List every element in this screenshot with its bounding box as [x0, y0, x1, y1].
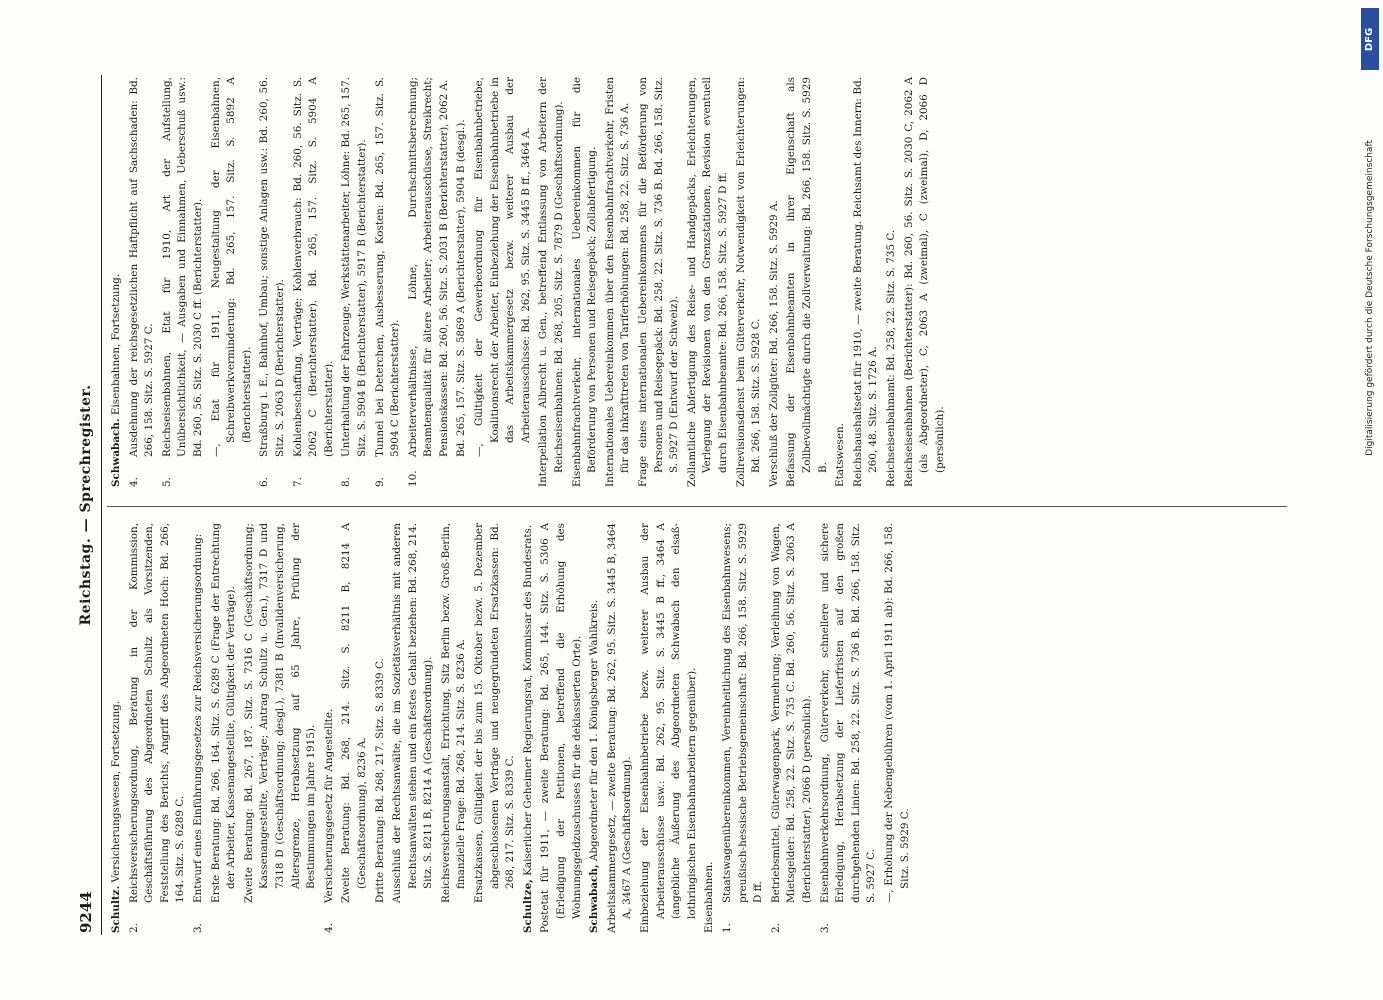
digitization-credit — [1363, 140, 1377, 960]
entry-text: Arbeiterverhältnisse, Löhne, Durchschnittsberechnung; Beamtenqualität für ältere Arbeiter; Arbeiterausschüsse, Streikrecht; Pensionskassen: Bd. 260, 56. Sitz. S. 2031 B (Berichterstatter), 2062 A. — [406, 77, 450, 457]
numbered-entry — [339, 77, 370, 487]
index-entry: Frage eines internationalen Uebereinkommens für die Beförderung von Personen und Reisegepäck: Bd. 258, 22. Sitz. S. 736 B. Bd. 266, 158. Sitz. S. 5927 D (Entwurf der Schweiz). — [637, 77, 681, 487]
index-entry: Eisenbahnfrachtverkehr, internationales Uebereinkommen für die Beförderung von Personen und Reisegepäck; Zollabfertigung. — [570, 77, 599, 487]
section-heading — [587, 523, 603, 933]
sub-entry: Erste Beratung: Bd. 266, 164. Sitz. S. 6289 C (Frage der Entrechtung der Arbeiter, Kassenangestellte, Gültigkeit der Verträge). — [209, 523, 238, 903]
numbered-entry — [127, 77, 158, 487]
dfg-logo: DFG — [1361, 8, 1379, 70]
entry-number: 4. — [127, 477, 140, 487]
index-entry: Verschluß der Zollgüter: Bd. 266, 158. Sitz. S. 5929 A. — [767, 200, 780, 487]
heading-text: Abgeordneter für den 1. Königsberger Wahlkreis. — [588, 600, 601, 865]
entry-number: 9. — [373, 477, 386, 487]
sub-entry: Reichsversicherungsanstalt, Errichtung, Sitz Berlin bezw. Groß-Berlin, finanzielle Frage: Bd. 268, 214. Sitz. S. 8236 A. — [439, 523, 468, 903]
speaker-name: Schultze, — [521, 879, 534, 933]
section-heading — [109, 77, 125, 487]
entry-text: Ausdehnung der reichsgesetzlichen Haftpflicht auf Sachschaden: Bd. 266, 158. Sitz. S. 5927 C. — [127, 77, 156, 457]
column-divider — [107, 506, 1287, 507]
numbered-entry — [818, 523, 880, 933]
entry-number: 1. — [720, 923, 733, 933]
page-number: 9244 — [77, 891, 95, 933]
numbered-entry — [291, 77, 338, 487]
right-column — [109, 77, 1299, 487]
index-entry: Internationales Uebereinkommen über den Eisenbahnfrachtverkehr, Fristen für das Inkrafttreten von Tariferhöhungen: Bd. 258, 22. Sitz. S. 736 A. — [603, 77, 632, 487]
numbered-entry — [406, 77, 453, 487]
section-heading — [521, 523, 537, 933]
rotated-text-block — [75, 75, 1305, 935]
index-entry: Einbeziehung der Eisenbahnbetriebe bezw. weiterer Ausbau der Arbeiterausschüsse usw.: Bd. 262, 95. Sitz. S. 3445 B ff., 3464 A (angebliche Äußerung des Abgeordneten Schwabach den elsaß-lothringischen Eisenbahnarbeitern gegenüber). — [639, 523, 698, 933]
entry-text: Unterhaltung der Fahrzeuge, Werkstättenarbeiter, Löhne: Bd. 265, 157. Sitz. S. 5904 B (Berichterstatter), 5917 B (Berichterstatter). — [340, 77, 368, 457]
entry-number: 3. — [818, 923, 831, 933]
numbered-entry — [257, 77, 288, 487]
entry-text: Betriebsmittel, Güterwagenpark, Vermehrung; Verleihung von Wagen, Mietsgelder: Bd. 258, 22. Sitz. S. 735 C. Bd. 260, 56. Sitz. S. 2063 A (Berichterstatter), 2066 D (persönlich). — [769, 523, 813, 903]
page-header — [75, 75, 102, 935]
entry-text: Staatswagenübereinkommen, Vereinheitlichung des Eisenbahnwesens; preußisch-hessische Betriebsgemeinschaft: Bd. 266, 158. Sitz. S. 5929 D ff. — [720, 523, 765, 903]
index-entry: Zollamtliche Abfertigung des Reise- und Handgepäcks, Erleichterungen, Verlegung der Revisionen von den Grenzstationen, Revision eventuell durch Eisenbahnbeamte: Bd. 266, 158. Sitz. S. 5927 D ff. — [685, 77, 729, 487]
numbered-entry — [373, 77, 404, 487]
entry-number: 8. — [340, 477, 353, 487]
speaker-name: Schwabach, — [588, 864, 601, 933]
entry-text: Eisenbahnverkehrsordnung, Güterverkehr, schnellere und sichere Erledigung, Herabsetzung der Lieferfristen auf den großen durchgehenden Linien: Bd. 258, 22. Sitz. S. 736 B. Bd. 266, 158. Sitz. S. 5927 C. — [818, 523, 878, 903]
numbered-entry — [127, 523, 189, 933]
index-entry: Postetat für 1911, — zweite Beratung: Bd. 265, 144. Sitz. S. 5306 A (Erledigung der Petitionen, betreffend die Erhöhung des Wohnungsgeldzuschusses für die deklassierten Orte). — [539, 523, 583, 933]
sub-entry: Dritte Beratung: Bd. 268, 217. Sitz. S. 8339 C. — [373, 658, 386, 903]
sub-entry: —, Erhöhung der Nebengebühren (vom 1. April 1911 ab): Bd. 266, 158. Sitz. S. 5929 C. — [882, 523, 911, 903]
numbered-entry — [160, 77, 207, 487]
entry-text: Reichseisenbahnen, Etat für 1910, Art der Aufstellung, Unübersichtlichkeit, — Ausgaben und Einnahmen, Ueberschuß usw.: Bd. 260, 56. Sitz. S. 2030 C ff. (Berichterstatter). — [160, 77, 204, 457]
sub-entry: Ersatzkassen, Gültigkeit der bis zum 15. Oktober bezw. 5. Dezember abgeschlossenen Verträge und neugegründeten Ersatzkassen: Bd. 268, 217. Sitz. S. 8339 C. — [473, 523, 517, 903]
left-column — [109, 523, 1299, 933]
entry-text: Versicherungsgesetz für Angestellte. — [322, 708, 335, 903]
entry-text: Reichsversicherungsordnung, Beratung in der Kommission, Geschäftsführung des Abgeordneten Schultz als Vorsitzenden, Feststellung des Berichts, Angriff des Abgeordneten Hoch: Bd. 266, 164. Sitz. S. 6289 C. — [127, 523, 187, 903]
numbered-entry — [720, 523, 767, 933]
index-entry: Reichseisenbahnamt: Bd. 258, 22. Sitz. S. 735 C. — [884, 229, 897, 487]
index-entry: Interpellation Albrecht u. Gen., betreffend Entlassung von Arbeitern der Reichseisenbahnen: Bd. 268, 205. Sitz. S. 7879 D (Geschäftsordnung). — [537, 77, 566, 487]
entry-text: Straßburg i. E., Bahnhof, Umbau; sonstige Anlagen usw.: Bd. 260, 56. Sitz. S. 2063 D (Berichterstatter). — [258, 77, 286, 457]
entry-text: Tunnel bei Deterchen, Ausbesserung, Kosten: Bd. 265, 157. Sitz. S. 5904 C (Berichterstatter). — [373, 77, 402, 457]
entry-number: 10. — [406, 470, 419, 487]
credit-text: Digitalisierung gefördert durch die Deutsche Forschungsgemeinschaft — [1365, 140, 1375, 456]
entry-number: 7. — [291, 477, 304, 487]
numbered-entry — [322, 523, 338, 933]
entry-number: 3. — [191, 923, 204, 933]
heading-text: Versicherungswesen, Fortsetzung. — [110, 700, 122, 886]
index-entry: Reichseisenbahnen (Berichterstatter): Bd. 260, 56. Sitz. S. 2030 C, 2062 A (als Abgeordneter), C, 2063 A (zweimal), C (zweimal), D, 2066 D (persönlich). — [902, 77, 946, 487]
entry-number: 2. — [769, 923, 782, 933]
heading-text: Eisenbahnen, Fortsetzung. — [110, 273, 122, 419]
numbered-entry — [191, 523, 207, 933]
sub-entry: Zweite Beratung: Bd. 268, 214. Sitz. S. 8211 B, 8214 A (Geschäftsordnung), 8236 A. — [340, 523, 368, 903]
entry-number: 4. — [322, 923, 335, 933]
section-heading — [109, 523, 125, 933]
numbered-entry — [769, 523, 816, 933]
speaker-name: Schultz. — [110, 885, 122, 933]
index-entry: Zollrevisionsdienst beim Güterverkehr, Notwendigkeit von Erleichterungen: Bd. 266, 158. Sitz. S. 5928 C. — [734, 77, 763, 487]
entry-number: 5. — [160, 477, 173, 487]
entry-number: 2. — [127, 923, 140, 933]
sub-entry: —, Gültigkeit der Gewerbeordnung für Eisenbahnbetriebe, Koalitionsrecht der Arbeiter, Einbeziehung der Eisenbahnbetriebe in das Arbeitskammergesetz bezw. weiterer Ausbau der Arbeiterausschüsse: Bd. 262, 95. Sitz. S. 3445 B ff., 3464 A. — [473, 77, 532, 457]
sub-entry: Ausschluß der Rechtsanwälte, die im Sozietätsverhältnis mit anderen Rechtsanwälten stehen und ein festes Gehalt beziehen: Bd. 268, 214. Sitz. S. 8211 B, 8214 A (Geschäftsordnung). — [391, 523, 435, 903]
running-title: Reichstag. — Sprechregister. — [78, 384, 94, 626]
entry-number: 6. — [258, 477, 271, 487]
sub-entry: Zweite Beratung: Bd. 267, 187. Sitz. S. 7316 C (Geschäftsordnung; Kassenangestellte, Verträge; Antrag Schultz u. Gen.), 7317 D und 7318 D (Geschäftsordnung; desgl.), 7381 B (Invalidenversicherung, Altersgrenze, Herabsetzung auf 65 Jahre, Prüfung der Bestimmungen im Jahre 1915). — [242, 523, 318, 903]
sub-entry: —, Etat für 1911, Neugestaltung der Eisenbahnen, Schreibwerkverminderung: Bd. 265, 157. Sitz. S. 5892 A (Berichterstatter). — [209, 77, 253, 457]
index-entry: Befassung der Eisenbahnbeamten in ihrer Eigenschaft als Zollbevollmächtigte durch die Zollverwaltung: Bd. 266, 158. Sitz. S. 5929 B. — [785, 77, 829, 487]
sub-entry: Bd. 265, 157. Sitz. S. 5869 A (Berichterstatter), 5904 B (desgl.). — [455, 119, 468, 457]
index-entry: Arbeitskammergesetz, — zweite Beratung: Bd. 262, 95. Sitz. S. 3445 B, 3464 A, 3467 A (Geschäftsordnung). — [605, 523, 634, 933]
index-entry: Etatswesen. — [834, 423, 847, 487]
entry-text: Entwurf eines Einführungsgesetzes zur Reichsversicherungsordnung: — [191, 533, 204, 903]
entry-text: Kohlenbeschaffung, Verträge; Kohlenverbrauch: Bd. 260, 56. Sitz. S. 2062 C (Berichterstatter). Bd. 265, 157. Sitz. S. 5904 A (Berichterstatter). — [291, 77, 335, 457]
index-entry: Eisenbahnen. — [703, 861, 716, 933]
speaker-name: Schwabach. — [110, 418, 122, 487]
index-entry: Reichshaushaltsetat für 1910, — zweite Beratung. Reichsamt des Innern: Bd. 260, 48. Sitz. S. 1726 A. — [851, 77, 880, 487]
heading-text: Kaiserlicher Geheimer Regierungsrat, Kommissar des Bundesrats. — [521, 524, 534, 880]
